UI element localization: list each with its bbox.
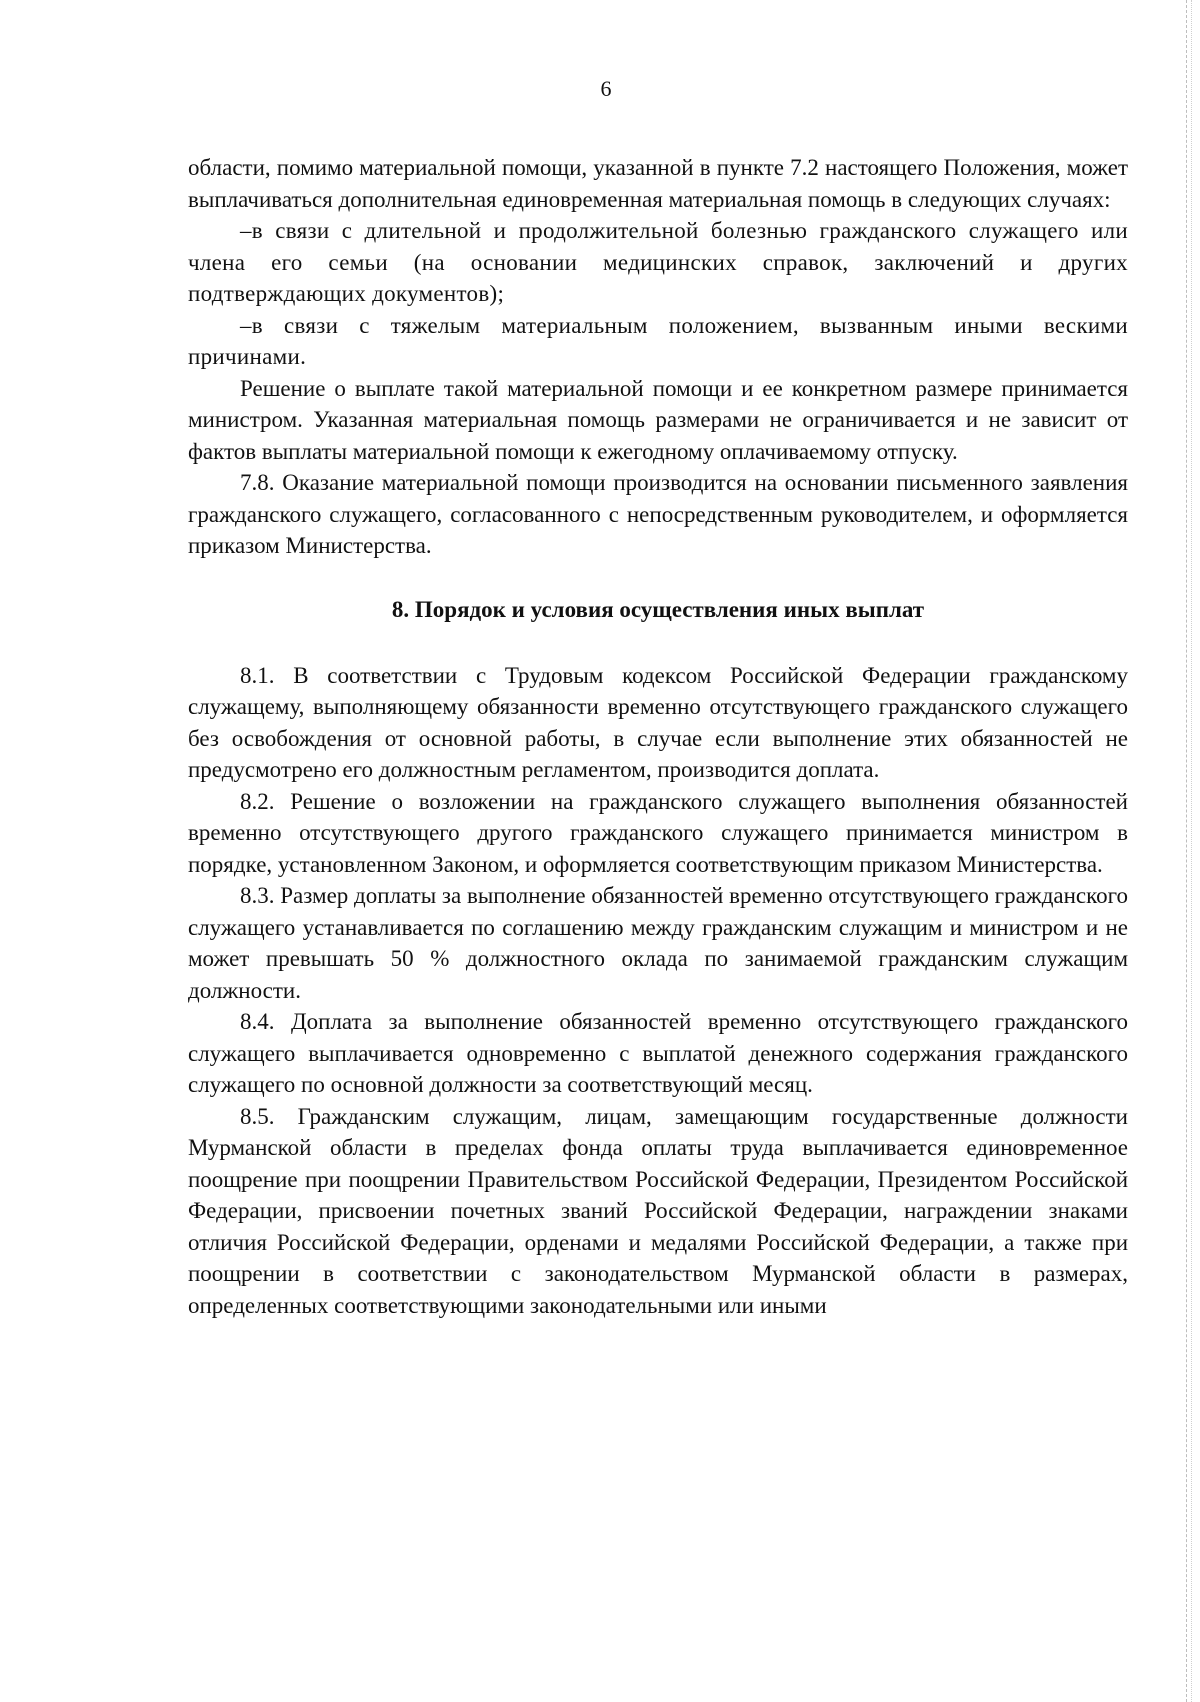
- paragraph-8-4: 8.4. Доплата за выполнение обязанностей временно отсутствующего гражданского служащего выплачивается одновременно с выплатой денежного содержания гражданского служащего по основной должности за соответствующий месяц.: [188, 1009, 1128, 1097]
- page-number: 6: [600, 76, 612, 101]
- paragraph-8-3: 8.3. Размер доплаты за выполнение обязанностей временно отсутствующего гражданского служащего устанавливается по соглашению между гражданским служащим и министром и не может превышать 50 % должностного оклада по занимаемой гражданским служащим должности.: [188, 883, 1128, 1003]
- paragraph-7-8: 7.8. Оказание материальной помощи производится на основании письменного заявления гражданского служащего, согласованного с непосредственным руководителем, и оформляется приказом Министерства.: [188, 470, 1128, 558]
- paragraph-continuation: области, помимо материальной помощи, указанной в пункте 7.2 настоящего Положения, может выплачиваться дополнительная единовременная материальная помощь в следующих случаях:: [188, 155, 1128, 212]
- paragraph-decision: Решение о выплате такой материальной помощи и ее конкретном размере принимается министром. Указанная материальная помощь размерами не ограничивается и не зависит от фактов выплаты материальной помощи к ежегодному оплачиваемому отпуску.: [188, 375, 1128, 464]
- section-title: 8. Порядок и условия осуществления иных выплат: [391, 596, 925, 622]
- document-body: [188, 152, 1128, 1321]
- paragraph-8-1: 8.1. В соответствии с Трудовым кодексом Российской Федерации гражданскому служащему, выполняющему обязанности временно отсутствующего гражданского служащего без освобождения от основной работы, в случае если выполнение этих обязанностей не предусмотрено его должностным регламентом, производится доплата.: [188, 662, 1128, 782]
- paragraph-8-5: 8.5. Гражданским служащим, лицам, замещающим государственные должности Мурманской области в пределах фонда оплаты труда выплачивается единовременное поощрение при поощрении Правительством Российской Федерации, Президентом Российской Федерации, присвоении почетных званий Российской Федерации, награждении знаками отличия Российской Федерации, орденами и медалями Российской Федерации, а также при поощрении в соответствии с законодательством Мурманской области в размерах, определенных соответствующими законодательными или иными: [188, 1103, 1128, 1318]
- paragraph-list-item-illness: –в связи с длительной и продолжительной болезнью гражданского служащего или члена его семьи (на основании медицинских справок, заключений и других подтверждающих документов);: [188, 218, 1128, 306]
- scan-edge-border: [1186, 0, 1192, 1702]
- paragraph-8-2: 8.2. Решение о возложении на гражданского служащего выполнения обязанностей временно отсутствующего другого гражданского служащего принимается министром в порядке, установленном Законом, и оформляется соответствующим приказом Министерства.: [188, 788, 1128, 877]
- paragraph-list-item-hardship: –в связи с тяжелым материальным положением, вызванным иными вескими причинами.: [188, 312, 1128, 369]
